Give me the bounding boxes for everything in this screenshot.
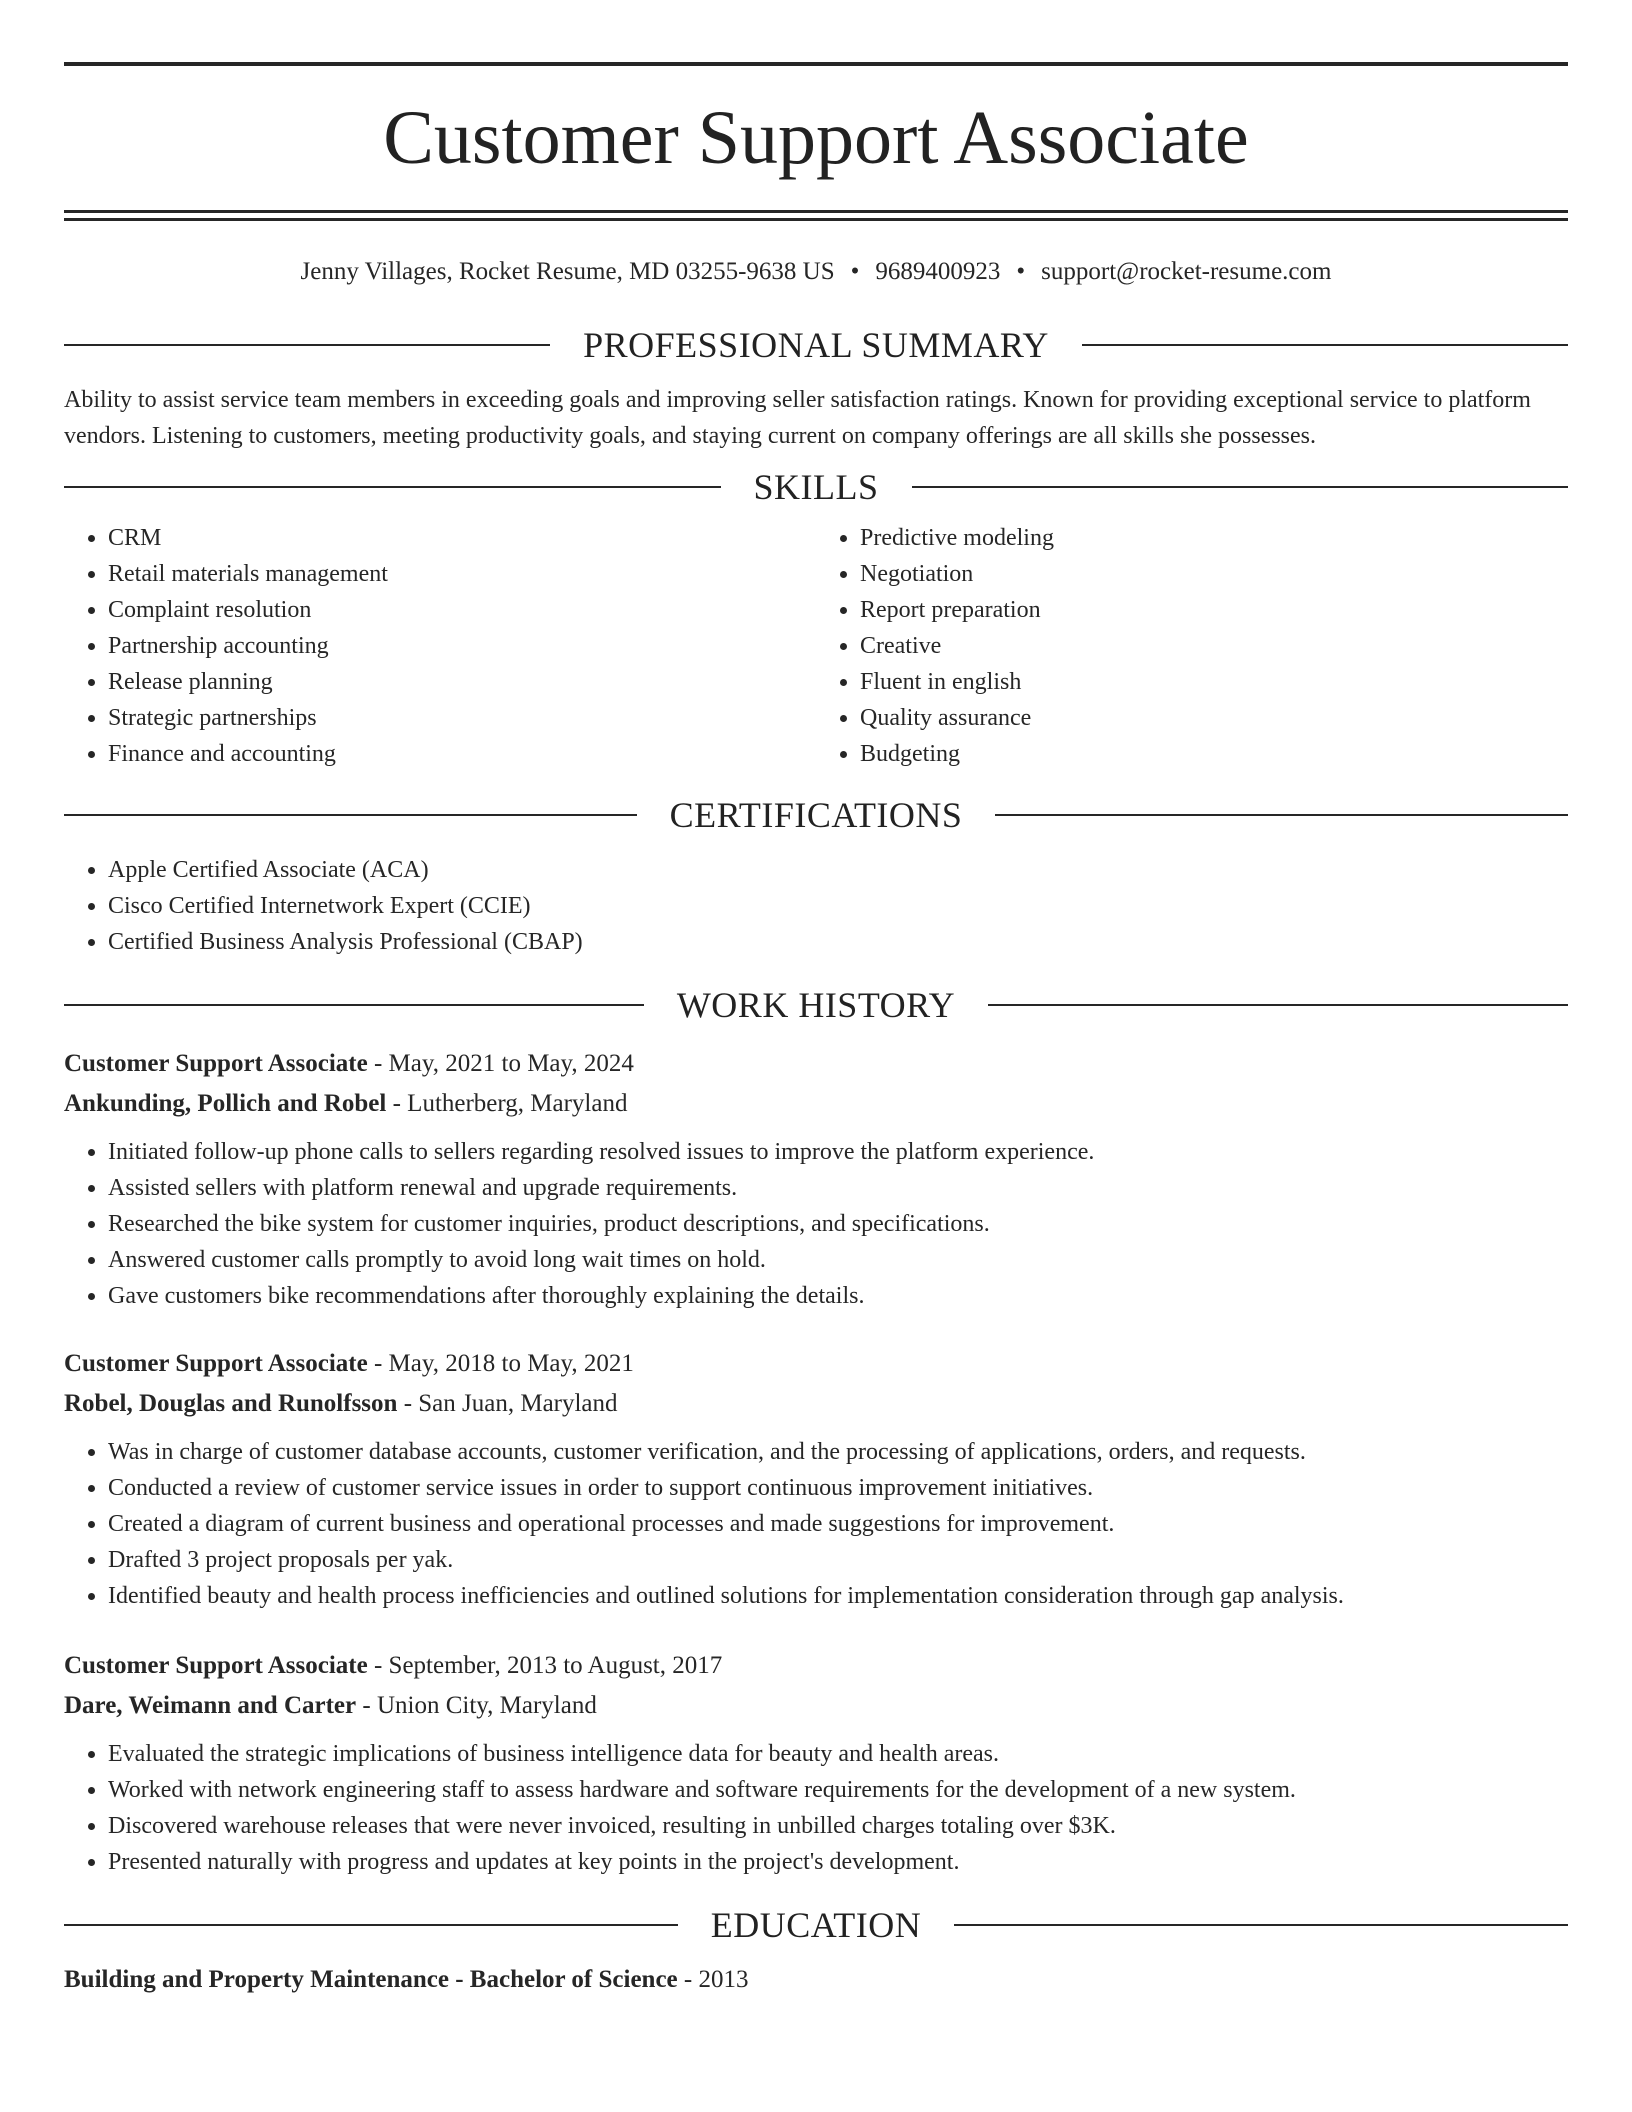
job-company-line	[64, 1084, 1568, 1124]
skills-list-right	[816, 520, 1568, 772]
job-dates: - May, 2018 to May, 2021	[367, 1350, 634, 1377]
skills-columns	[64, 520, 1568, 772]
job-location: - San Juan, Maryland	[397, 1390, 618, 1417]
job-bullet: • Researched the bike system for customer inquiries, product descriptions, and specifications.	[108, 1206, 1568, 1242]
job-bullet: • Drafted 3 project proposals per yak.	[108, 1542, 1568, 1578]
summary-text: Ability to assist service team members in exceeding goals and improving seller satisfaction ratings. Known for providing exceptional service to platform vendors. Listening to customers, meeting productivity goals, and staying current on company offerings are all skills she possesses.	[64, 387, 1531, 449]
skill-item: • Finance and accounting	[108, 736, 816, 772]
section-heading-summary	[64, 320, 1568, 370]
skill-item: • Fluent in english	[860, 664, 1568, 700]
job-bullet: • Was in charge of customer database accounts, customer verification, and the processing of applications, orders, and requests.	[108, 1434, 1568, 1470]
job-entry	[64, 1646, 1568, 1880]
section-heading-education	[64, 1900, 1568, 1950]
contact-phone: 9689400923	[875, 258, 1001, 285]
job-company: Ankunding, Pollich and Robel	[64, 1090, 387, 1117]
section-heading-skills	[64, 462, 1568, 512]
skill-item: • Creative	[860, 628, 1568, 664]
job-title: Customer Support Associate	[64, 1652, 368, 1679]
job-bullet: • Discovered warehouse releases that were never invoiced, resulting in unbilled charges totaling over $3K.	[108, 1808, 1568, 1844]
skills-heading: SKILLS	[753, 467, 879, 507]
job-bullets	[64, 1434, 1568, 1614]
skill-item: • Partnership accounting	[108, 628, 816, 664]
job-bullet: • Worked with network engineering staff to assess hardware and software requirements for the development of a new system.	[108, 1772, 1568, 1808]
job-company: Dare, Weimann and Carter	[64, 1692, 357, 1719]
certification-item: • Certified Business Analysis Professional (CBAP)	[108, 924, 1568, 960]
skill-item: • Complaint resolution	[108, 592, 816, 628]
job-bullet: • Initiated follow-up phone calls to sellers regarding resolved issues to improve the platform experience.	[108, 1134, 1568, 1170]
job-title-line	[64, 1044, 1568, 1084]
job-bullet: • Evaluated the strategic implications of business intelligence data for beauty and health areas.	[108, 1736, 1568, 1772]
job-bullet: • Answered customer calls promptly to avoid long wait times on hold.	[108, 1242, 1568, 1278]
job-bullet: • Gave customers bike recommendations after thoroughly explaining the details.	[108, 1278, 1568, 1314]
job-bullets	[64, 1134, 1568, 1314]
education-entry	[64, 1960, 1568, 2000]
job-bullet: • Assisted sellers with platform renewal and upgrade requirements.	[108, 1170, 1568, 1206]
job-location: - Lutherberg, Maryland	[386, 1090, 628, 1117]
certifications-heading: CERTIFICATIONS	[669, 795, 963, 835]
skill-item: • Predictive modeling	[860, 520, 1568, 556]
contact-separator: •	[1016, 258, 1026, 285]
job-title-line	[64, 1344, 1568, 1384]
education-degree: Building and Property Maintenance - Bachelor of Science	[64, 1966, 678, 1993]
resume-title: Customer Support Associate	[383, 96, 1249, 180]
work-heading: WORK HISTORY	[676, 985, 956, 1025]
skill-item: • Release planning	[108, 664, 816, 700]
job-company: Robel, Douglas and Runolfsson	[64, 1390, 398, 1417]
job-title-line	[64, 1646, 1568, 1686]
skill-item: • Retail materials management	[108, 556, 816, 592]
education-heading: EDUCATION	[710, 1905, 922, 1945]
job-location: - Union City, Maryland	[356, 1692, 597, 1719]
job-bullet: • Identified beauty and health process inefficiencies and outlined solutions for implementation consideration through gap analysis.	[108, 1578, 1568, 1614]
job-bullets	[64, 1736, 1568, 1880]
certification-item: • Cisco Certified Internetwork Expert (CCIE)	[108, 888, 1568, 924]
skill-item: • Report preparation	[860, 592, 1568, 628]
job-bullet: • Created a diagram of current business and operational processes and made suggestions for improvement.	[108, 1506, 1568, 1542]
job-entry	[64, 1044, 1568, 1314]
section-heading-certifications	[64, 790, 1568, 840]
job-dates: - May, 2021 to May, 2024	[367, 1050, 634, 1077]
job-entry	[64, 1344, 1568, 1614]
job-title: Customer Support Associate	[64, 1350, 368, 1377]
section-heading-work	[64, 980, 1568, 1030]
summary-heading: PROFESSIONAL SUMMARY	[583, 325, 1049, 365]
skill-item: • CRM	[108, 520, 816, 556]
contact-address: Jenny Villages, Rocket Resume, MD 03255-9638 US	[300, 258, 835, 285]
job-dates: - September, 2013 to August, 2017	[367, 1652, 723, 1679]
skill-item: • Strategic partnerships	[108, 700, 816, 736]
certifications-list	[64, 852, 1568, 960]
top-rule	[64, 62, 1568, 66]
skill-item: • Budgeting	[860, 736, 1568, 772]
job-bullet: • Presented naturally with progress and updates at key points in the project's development.	[108, 1844, 1568, 1880]
contact-separator: •	[850, 258, 860, 285]
skills-list-left	[64, 520, 816, 772]
education-year: - 2013	[677, 1966, 749, 1993]
contact-line	[64, 254, 1568, 290]
job-company-line	[64, 1686, 1568, 1726]
job-bullet: • Conducted a review of customer service issues in order to support continuous improvement initiatives.	[108, 1470, 1568, 1506]
resume-page	[64, 62, 1568, 2000]
skill-item: • Negotiation	[860, 556, 1568, 592]
certification-item: • Apple Certified Associate (ACA)	[108, 852, 1568, 888]
title-double-rule	[64, 210, 1568, 221]
job-title: Customer Support Associate	[64, 1050, 368, 1077]
skill-item: • Quality assurance	[860, 700, 1568, 736]
job-company-line	[64, 1384, 1568, 1424]
contact-email: support@rocket-resume.com	[1041, 258, 1332, 285]
